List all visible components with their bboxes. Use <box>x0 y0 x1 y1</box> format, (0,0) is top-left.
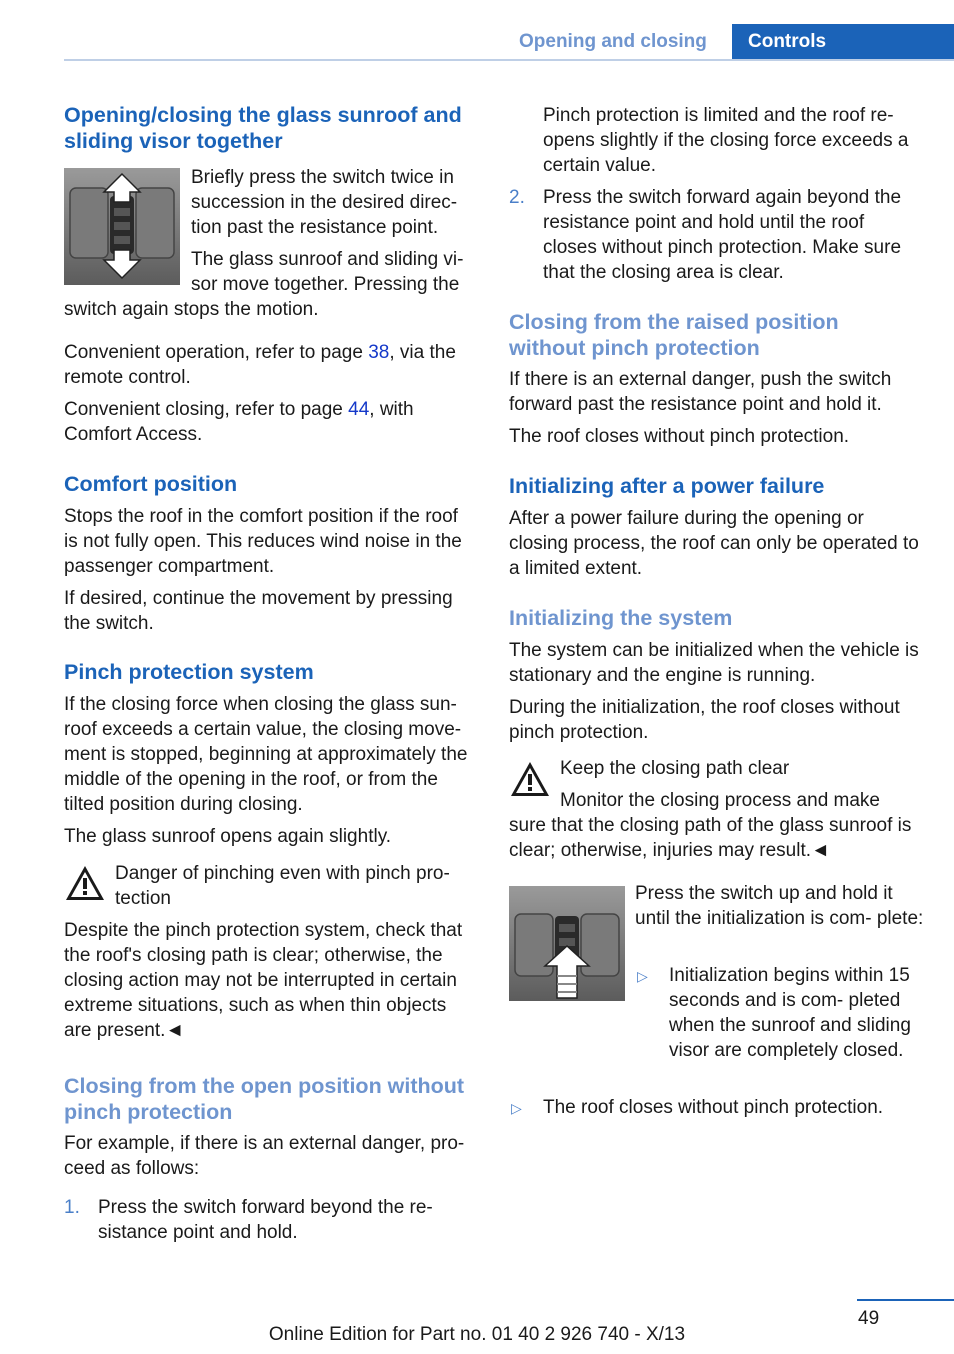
bullet-initialization: Initialization begins within 15 seconds and is com- pleted when the sunroof and sliding visor are completely closed. <box>669 965 911 1061</box>
header-rule <box>64 59 954 61</box>
footer-rule <box>857 1299 954 1301</box>
bullet-triangle-icon: ▷ <box>511 1100 522 1116</box>
heading-pinch-protection: Pinch protection system <box>64 660 314 684</box>
raised-paragraph-1: If there is an external danger, push the switch forward past the resistance point and hold it. <box>509 369 892 415</box>
init-paragraph-2: During the initialization, the roof closes without pinch protection. <box>509 697 900 743</box>
page-link-44[interactable]: 44 <box>348 399 370 420</box>
step-2-number: 2. <box>509 187 525 208</box>
footer-edition: Online Edition for Part no. 01 40 2 926 740 - X/13 <box>268 1324 686 1345</box>
heading-initializing-system: Initializing the system <box>509 606 733 630</box>
heading-raised-no-pinch: Closing from the raised position without pinch protection <box>509 310 839 360</box>
warning-closing-path-body-start: Monitor the closing process and make <box>560 790 880 811</box>
init-paragraph-1: The system can be initialized when the vehicle is stationary and the engine is running. <box>509 640 919 686</box>
convenient-operation-text: Convenient operation, refer to page 38, via the remote control. <box>64 342 456 388</box>
switch-both-directions-image <box>64 168 180 285</box>
together-paragraph-2: The glass sunroof and sliding vi- sor move together. Pressing the <box>191 249 464 295</box>
comfort-paragraph-1: Stops the roof in the comfort position if the roof is not fully open. This reduces wind noise in the passenger compartment. <box>64 506 462 577</box>
step-1-text: Press the switch forward beyond the re- sistance point and hold. <box>98 1197 433 1243</box>
comfort-paragraph-2: If desired, continue the movement by pressing the switch. <box>64 588 453 634</box>
warning-pinch-title: Danger of pinching even with pinch pro- tection <box>115 863 450 909</box>
pinch-paragraph-1: If the closing force when closing the glass sun- roof exceeds a certain value, the closing move- ment is stopped, beginning at approximately the middle of the opening in the roof, or from the tilted position during closing. <box>64 694 468 815</box>
power-failure-paragraph: After a power failure during the opening or closing process, the roof can only be operated to a limited extent. <box>509 508 919 579</box>
page-link-38[interactable]: 38 <box>368 342 390 363</box>
warning-closing-path-body-cont: sure that the closing path of the glass sunroof is clear; otherwise, injuries may result.◄ <box>509 815 912 861</box>
step-1-number: 1. <box>64 1197 80 1218</box>
warning-icon <box>509 759 551 799</box>
warning-icon <box>64 863 106 903</box>
heading-open-no-pinch: Closing from the open position without pinch protection <box>64 1074 465 1124</box>
bullet-triangle-icon: ▷ <box>637 968 648 984</box>
warning-closing-path-title: Keep the closing path clear <box>560 758 790 779</box>
heading-power-failure: Initializing after a power failure <box>509 474 825 498</box>
bullet-roof-closes: The roof closes without pinch protection. <box>543 1097 884 1118</box>
heading-comfort-position: Comfort position <box>64 472 238 496</box>
together-paragraph-2-cont: switch again stops the motion. <box>64 299 319 320</box>
raised-paragraph-2: The roof closes without pinch protection. <box>509 426 850 447</box>
step-1-continuation: Pinch protection is limited and the roof re- opens slightly if the closing force exceeds a certain value. <box>543 105 909 176</box>
switch-press-up-image <box>509 886 625 1001</box>
convenient-closing-text: Convenient closing, refer to page 44, with Comfort Access. <box>64 399 414 445</box>
header-section-title: Opening and closing <box>519 31 707 52</box>
warning-pinch-body: Despite the pinch protection system, check that the roof's closing path is clear; otherwise, the closing action may not be interrupted in certain extreme situations, such as when thin objects are present.◄ <box>64 920 463 1041</box>
header-tab-label: Controls <box>748 31 827 52</box>
step-2-text: Press the switch forward again beyond the resistance point and hold until the roof closes without pinch protection. Make sure that the closing area is clear. <box>543 187 902 283</box>
heading-together-text: Opening/closing the glass sunroof and sliding visor together <box>64 103 462 153</box>
together-paragraph-1: Briefly press the switch twice in succession in the desired direc- tion past the resistance point. <box>191 167 458 238</box>
pinch-paragraph-2: The glass sunroof opens again slightly. <box>64 826 392 847</box>
heading-together <box>64 102 476 154</box>
press-up-instruction: Press the switch up and hold it until the initialization is com- plete: <box>635 883 924 929</box>
page-number: 49 <box>858 1308 880 1329</box>
open-no-pinch-paragraph: For example, if there is an external danger, pro- ceed as follows: <box>64 1133 465 1179</box>
header-tab-controls <box>732 24 954 61</box>
